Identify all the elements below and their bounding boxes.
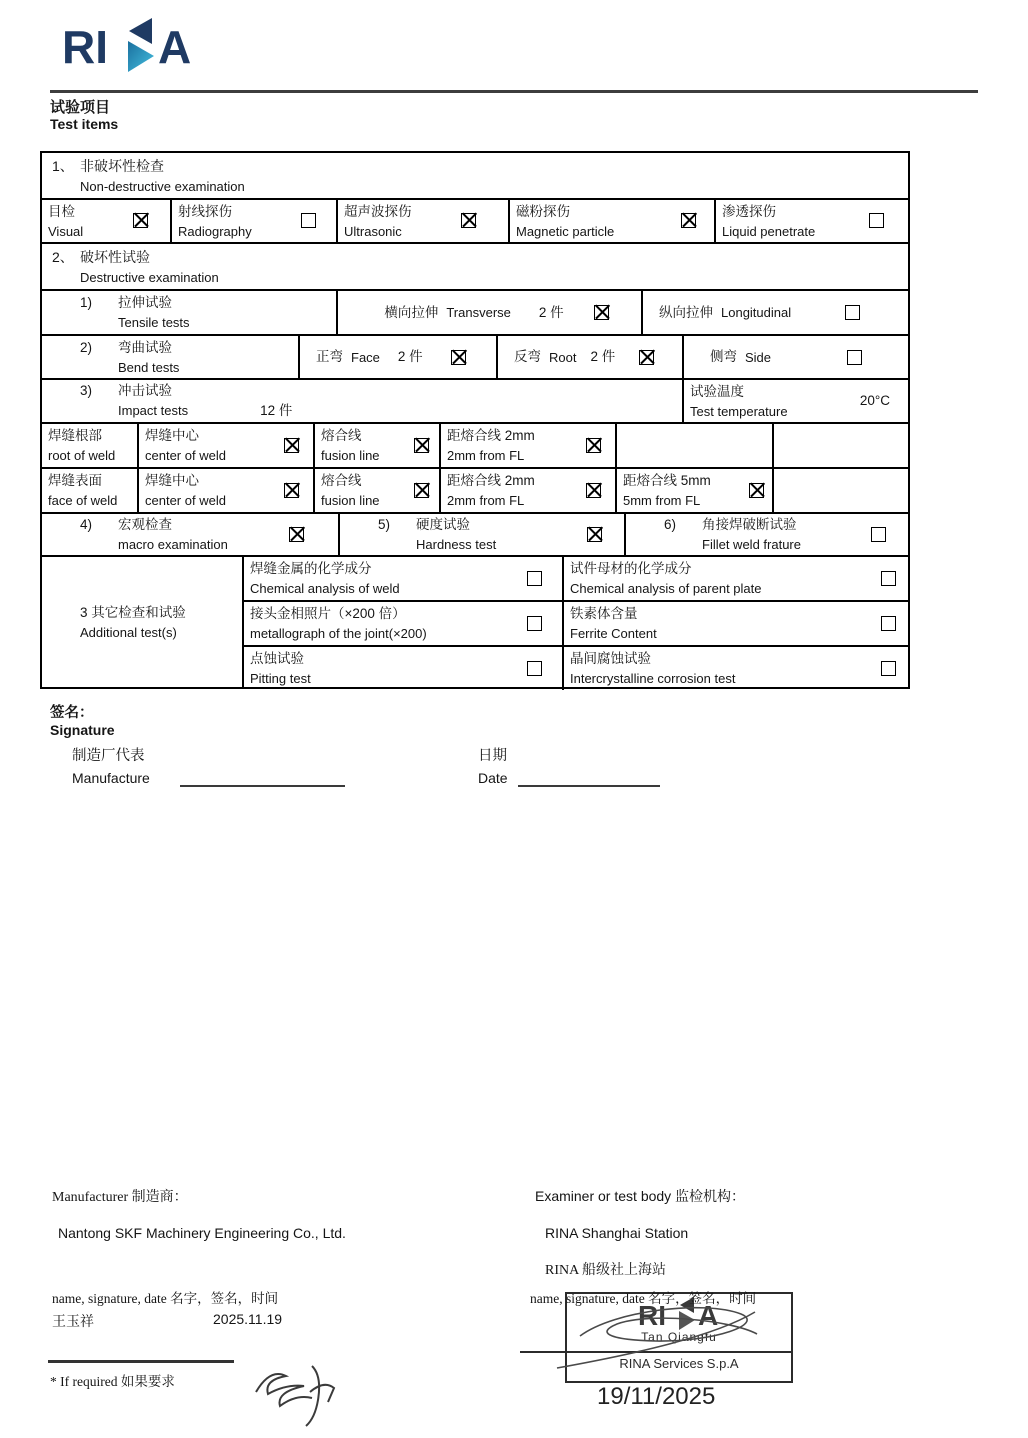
label-en: Ferrite Content — [570, 626, 657, 641]
face-center-cell — [137, 469, 313, 512]
logo-text-right: A — [158, 21, 192, 73]
bend-label-cell — [42, 336, 298, 378]
metallograph-cell — [244, 602, 562, 645]
label-en: Pitting test — [250, 671, 311, 686]
nde-magnetic-cell — [508, 200, 714, 242]
quantity: 2 件 — [397, 349, 423, 364]
label-en: 5mm from FL — [623, 493, 701, 508]
longitudinal-checkbox — [845, 305, 860, 320]
additional-label-cell — [42, 557, 242, 687]
date-label-en: Date — [478, 770, 508, 786]
label-en: Chemical analysis of parent plate — [570, 581, 762, 596]
label-en: center of weld — [145, 448, 226, 463]
label-zh: 焊缝根部 — [48, 428, 102, 443]
chem-weld-checkbox — [527, 571, 542, 586]
table-row-macro-hardness-fillet — [42, 512, 908, 555]
visual-checkbox — [133, 213, 148, 228]
label-en: Ultrasonic — [344, 223, 402, 239]
label-en: Chemical analysis of weld — [250, 581, 400, 596]
chem-parent-checkbox — [881, 571, 896, 586]
table-row-tensile — [42, 289, 908, 334]
table-row-bend — [42, 334, 908, 378]
nde-radiography-cell — [170, 200, 336, 242]
label-en: root of weld — [48, 448, 116, 463]
logo-triangle-teal — [128, 41, 154, 72]
root-2mm-cell — [439, 424, 615, 467]
item-number: 2) — [80, 339, 93, 355]
hardness-cell — [338, 514, 624, 555]
face-2mm-checkbox — [586, 483, 601, 498]
transverse-checkbox — [594, 305, 609, 320]
label-zh: 磁粉探伤 — [516, 203, 570, 219]
signature-heading-zh: 签名： — [50, 705, 94, 721]
label-zh: 射线探伤 — [178, 203, 232, 219]
additional-row-3 — [244, 645, 908, 690]
bend-side-checkbox — [847, 350, 862, 365]
item-number: 5) — [378, 517, 391, 532]
rina-logo — [62, 16, 198, 74]
footnote-text: * If required 如果要求 — [50, 1374, 175, 1389]
manufacture-signature-line — [180, 785, 345, 787]
label-zh: 宏观检查 — [118, 517, 172, 532]
macro-checkbox — [289, 527, 304, 542]
label-en: Visual — [48, 223, 84, 239]
table-row-nde-header — [42, 153, 908, 198]
label-en: Radiography — [178, 223, 252, 239]
row-label-cell — [42, 424, 137, 467]
item-number: 1) — [80, 295, 93, 310]
logo-text-left: RI — [62, 21, 108, 73]
label-zh: 焊缝中心 — [145, 473, 199, 488]
root-fusion-checkbox — [414, 438, 429, 453]
label-zh: 距熔合线 2mm — [447, 473, 535, 488]
item-number: 4) — [80, 517, 93, 532]
label-zh: 横向拉伸 — [384, 304, 439, 320]
section-number: 1、 — [52, 157, 74, 174]
label-en: metallograph of the joint(×200) — [250, 626, 427, 641]
quantity: 2 件 — [590, 349, 616, 364]
face-2mm-cell — [439, 469, 615, 512]
radiography-checkbox — [301, 213, 316, 228]
label-zh: 距熔合线 5mm — [623, 473, 711, 488]
pitting-cell — [244, 647, 562, 690]
intercrystalline-checkbox — [881, 661, 896, 676]
chem-weld-cell — [244, 557, 562, 600]
bend-root-cell — [496, 336, 682, 378]
impact-quantity: 12 件 — [260, 403, 293, 418]
face-center-checkbox — [284, 483, 299, 498]
macro-cell — [42, 514, 338, 555]
bend-face-cell — [298, 336, 496, 378]
examiner-name-en: RINA Shanghai Station — [545, 1225, 689, 1241]
label-zh: 熔合线 — [321, 473, 362, 488]
face-fusion-checkbox — [414, 483, 429, 498]
label-zh: 侧弯 — [710, 349, 737, 364]
label-zh: 冲击试验 — [118, 383, 172, 398]
label-zh: 正弯 — [316, 349, 343, 364]
name-sig-date-right: name, signature, date 名字，签名，时间 — [530, 1291, 757, 1306]
label-en: macro examination — [118, 537, 228, 552]
fillet-cell — [624, 514, 908, 555]
face-5mm-cell — [615, 469, 772, 512]
label-en: face of weld — [48, 493, 118, 508]
label-en: Longitudinal — [721, 305, 792, 320]
additional-rows — [242, 557, 908, 687]
label-en: Bend tests — [118, 359, 180, 375]
label-en: center of weld — [145, 493, 226, 508]
nde-penetrate-cell — [714, 200, 908, 242]
root-fusion-cell — [313, 424, 439, 467]
manufacturer-sign-date: 2025.11.19 — [213, 1311, 283, 1327]
date-label-zh: 日期 — [478, 748, 507, 764]
additional-row-1 — [244, 557, 908, 600]
root-2mm-checkbox — [586, 438, 601, 453]
intercrystalline-cell — [562, 647, 908, 690]
label-zh: 焊缝金属的化学成分 — [250, 561, 372, 576]
label-en: Face — [351, 349, 380, 365]
item-number: 6) — [664, 517, 677, 532]
label-en: Transverse — [446, 305, 511, 320]
label-en: Hardness test — [416, 537, 497, 552]
impact-temperature-cell — [682, 380, 908, 422]
tensile-transverse-cell — [336, 291, 641, 334]
label-zh: 试件母材的化学成分 — [570, 561, 692, 576]
label-zh: 角接焊破断试验 — [702, 517, 797, 532]
label-en: Intercrystalline corrosion test — [570, 671, 736, 686]
label-zh: 目检 — [48, 203, 75, 219]
tensile-label-cell — [42, 291, 336, 334]
stamp-company-name: RINA Services S.p.A — [619, 1356, 739, 1371]
label-en: Additional test(s) — [80, 624, 177, 640]
label-zh: 点蚀试验 — [250, 651, 304, 666]
label-zh: 晶间腐蚀试验 — [570, 651, 651, 666]
label-zh: 试验温度 — [690, 383, 744, 399]
empty-cell — [772, 469, 908, 512]
footnote-divider — [48, 1360, 234, 1363]
label-zh: 渗透探伤 — [722, 203, 776, 219]
empty-cell — [615, 424, 772, 467]
table-row-additional — [42, 555, 908, 687]
bend-root-checkbox — [639, 350, 654, 365]
logo-triangle-dark — [129, 18, 152, 44]
rina-logo-icon — [62, 16, 198, 74]
root-center-checkbox — [284, 438, 299, 453]
root-center-cell — [137, 424, 313, 467]
manufacture-rep-zh: 制造厂代表 — [72, 748, 145, 764]
page-title-zh: 试验项目 — [50, 99, 111, 116]
label-en: fusion line — [321, 448, 380, 463]
bend-side-cell — [682, 336, 908, 378]
magnetic-checkbox — [681, 213, 696, 228]
label-zh: 铁素体含量 — [570, 606, 638, 621]
chem-parent-cell — [562, 557, 908, 600]
row-label-cell — [42, 469, 137, 512]
signature-heading-en: Signature — [50, 722, 115, 738]
label-zh: 距熔合线 2mm — [447, 428, 535, 443]
ferrite-cell — [562, 602, 908, 645]
manufacture-rep-en: Manufacture — [72, 770, 150, 786]
test-items-table — [40, 151, 910, 689]
examiner-name-zh: RINA 船级社上海站 — [545, 1263, 666, 1278]
table-row-impact — [42, 378, 908, 422]
additional-row-2 — [244, 600, 908, 645]
header-rule — [50, 90, 978, 93]
label-zh: 纵向拉伸 — [659, 304, 713, 320]
manufacturer-name: Nantong SKF Machinery Engineering Co., Ltd. — [58, 1225, 346, 1241]
section-title-zh: 非破坏性检查 — [80, 157, 164, 174]
impact-label-cell — [42, 380, 682, 422]
empty-cell — [772, 424, 908, 467]
table-row-nde-methods — [42, 198, 908, 242]
label-en: 2mm from FL — [447, 493, 525, 508]
face-5mm-checkbox — [749, 483, 764, 498]
table-row-de-header — [42, 242, 908, 289]
label-zh: 反弯 — [514, 349, 541, 364]
face-fusion-cell — [313, 469, 439, 512]
bend-face-checkbox — [451, 350, 466, 365]
section-number: 2、 — [52, 248, 74, 265]
label-en: Tensile tests — [118, 315, 190, 330]
label-zh: 弯曲试验 — [118, 339, 172, 355]
label-en: 2mm from FL — [447, 448, 525, 463]
manufacturer-label: Manufacturer 制造商： — [52, 1190, 188, 1205]
label-zh: 焊缝中心 — [145, 428, 199, 443]
table-row-face-of-weld — [42, 467, 908, 512]
section-title-zh: 破坏性试验 — [80, 248, 150, 265]
label-zh: 硬度试验 — [416, 517, 470, 532]
table-row-root-of-weld — [42, 422, 908, 467]
label-zh: 3 其它检查和试验 — [80, 604, 186, 620]
manufacturer-signer-name: 王玉祥 — [52, 1315, 94, 1330]
manufacturer-handwritten-signature — [228, 1352, 368, 1436]
label-en: Test temperature — [690, 403, 788, 419]
quantity: 2 件 — [538, 304, 564, 320]
pitting-checkbox — [527, 661, 542, 676]
label-zh: 拉伸试验 — [118, 295, 172, 310]
examiner-date: 19/11/2025 — [597, 1383, 716, 1410]
label-en: Liquid penetrate — [722, 223, 816, 239]
page-title-en: Test items — [50, 116, 119, 132]
svg-text:A: A — [698, 1300, 719, 1331]
examiner-label: Examiner or test body 监检机构： — [535, 1188, 746, 1204]
ferrite-checkbox — [881, 616, 896, 631]
label-en: Magnetic particle — [516, 223, 615, 239]
nde-ultrasonic-cell — [336, 200, 508, 242]
nde-visual-cell — [42, 200, 170, 242]
label-en: Root — [549, 349, 577, 365]
ultrasonic-checkbox — [461, 213, 476, 228]
section-title-en: Non-destructive examination — [80, 178, 245, 194]
svg-text:RI: RI — [638, 1300, 666, 1331]
label-zh: 接头金相照片（×200 倍） — [250, 606, 406, 621]
label-en: Fillet weld frature — [702, 537, 801, 552]
date-signature-line — [518, 785, 660, 787]
penetrate-checkbox — [869, 213, 884, 228]
label-zh: 熔合线 — [321, 428, 362, 443]
metallograph-checkbox — [527, 616, 542, 631]
label-zh: 焊缝表面 — [48, 473, 102, 488]
fillet-checkbox — [871, 527, 886, 542]
item-number: 3) — [80, 383, 93, 398]
tensile-longitudinal-cell — [641, 291, 908, 334]
label-zh: 超声波探伤 — [344, 203, 412, 219]
stamp-examiner-name: Tan Qiangfu — [641, 1330, 717, 1344]
label-en: fusion line — [321, 493, 380, 508]
test-temperature-value: 20°C — [859, 393, 890, 408]
name-sig-date-left: name, signature, date 名字，签名，时间 — [52, 1291, 279, 1306]
label-en: Impact tests — [118, 403, 189, 418]
hardness-checkbox — [587, 527, 602, 542]
label-en: Side — [745, 349, 772, 365]
section-title-en: Destructive examination — [80, 269, 219, 285]
